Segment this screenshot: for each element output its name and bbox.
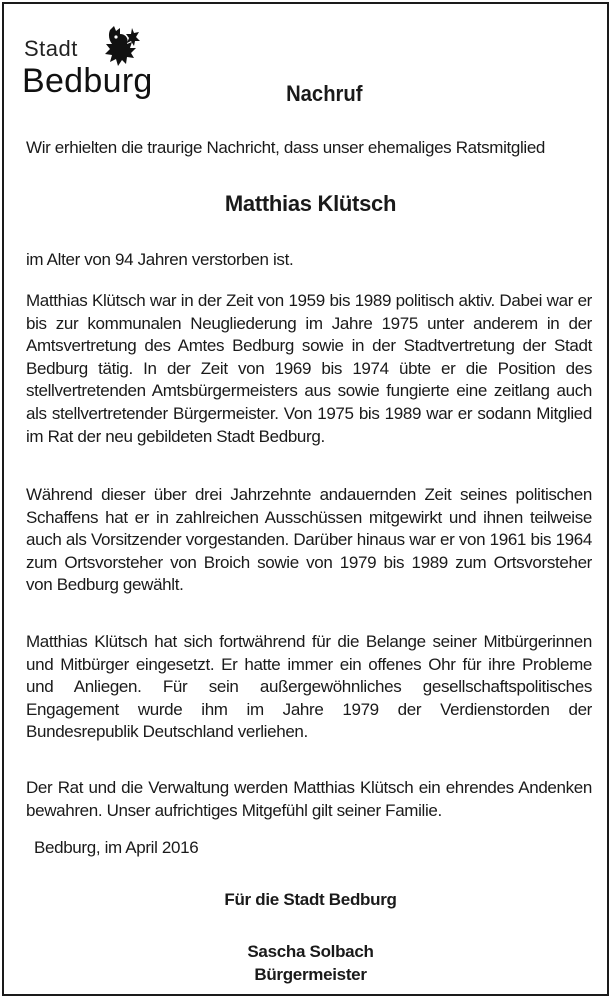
signature-role: Bürgermeister	[254, 965, 367, 984]
signature-name: Sascha Solbach	[247, 942, 374, 961]
intro-text: Wir erhielten die traurige Nachricht, dass unser ehemaliges Ratsmitglied	[26, 138, 546, 157]
obituary-frame	[2, 2, 609, 996]
deceased-name: Matthias Klütsch	[224, 191, 397, 216]
logo-text-stadt: Stadt	[24, 36, 78, 61]
logo-text-bedburg: Bedburg	[22, 62, 153, 100]
signature-org: Für die Stadt Bedburg	[224, 890, 397, 909]
place-date: Bedburg, im April 2016	[34, 838, 199, 857]
age-line: im Alter von 94 Jahren verstorben ist.	[26, 250, 294, 269]
obituary-title: Nachruf	[286, 81, 363, 106]
paragraph-career: Matthias Klütsch war in der Zeit von 1959 bis 1989 politisch aktiv. Dabei war er bis zur kommunalen Neugliederung im Jahre 1975 unter anderem in der Amtsvertretung des Amtes Bedburg sowie in der Stadtvertretung der Stadt Bedburg tätig. In der Zeit von 1969 bis 1974 übte er die Position des stellvertretenden Amtsbürgermeisters aus sowie fungierte eine zeitlang auch als stellvertretender Bürgermeister. Von 1975 bis 1989 war er sodann Mitglied im Rat der neu gebildeten Stadt Bedburg.	[26, 291, 592, 446]
paragraph-engagement: Matthias Klütsch hat sich fortwährend für die Belange seiner Mitbürgerinnen und Mitbürger eingesetzt. Er hatte immer ein offenes Ohr für ihre Probleme und Anliegen. Für sein außergewöhnliches gesellschaftspolitisches Engagement wurde ihm im Jahre 1979 der Verdienstorden der Bundesrepublik Deutschland verliehen.	[26, 632, 592, 742]
paragraph-committees: Während dieser über drei Jahrzehnte andauernden Zeit seines politischen Schaffens hat er in zahlreichen Ausschüssen mitgewirkt und ihnen teilweise auch als Vorsitzender vorgestanden. Darüber hinaus war er von 1961 bis 1964 zum Ortsvorsteher von Broich sowie von 1979 bis 1989 zum Ortsvorsteher von Bedburg gewählt.	[26, 485, 592, 595]
paragraph-condolence: Der Rat und die Verwaltung werden Matthias Klütsch ein ehrendes Andenken bewahren. Unser aufrichtiges Mitgefühl gilt seiner Familie.	[26, 778, 592, 820]
